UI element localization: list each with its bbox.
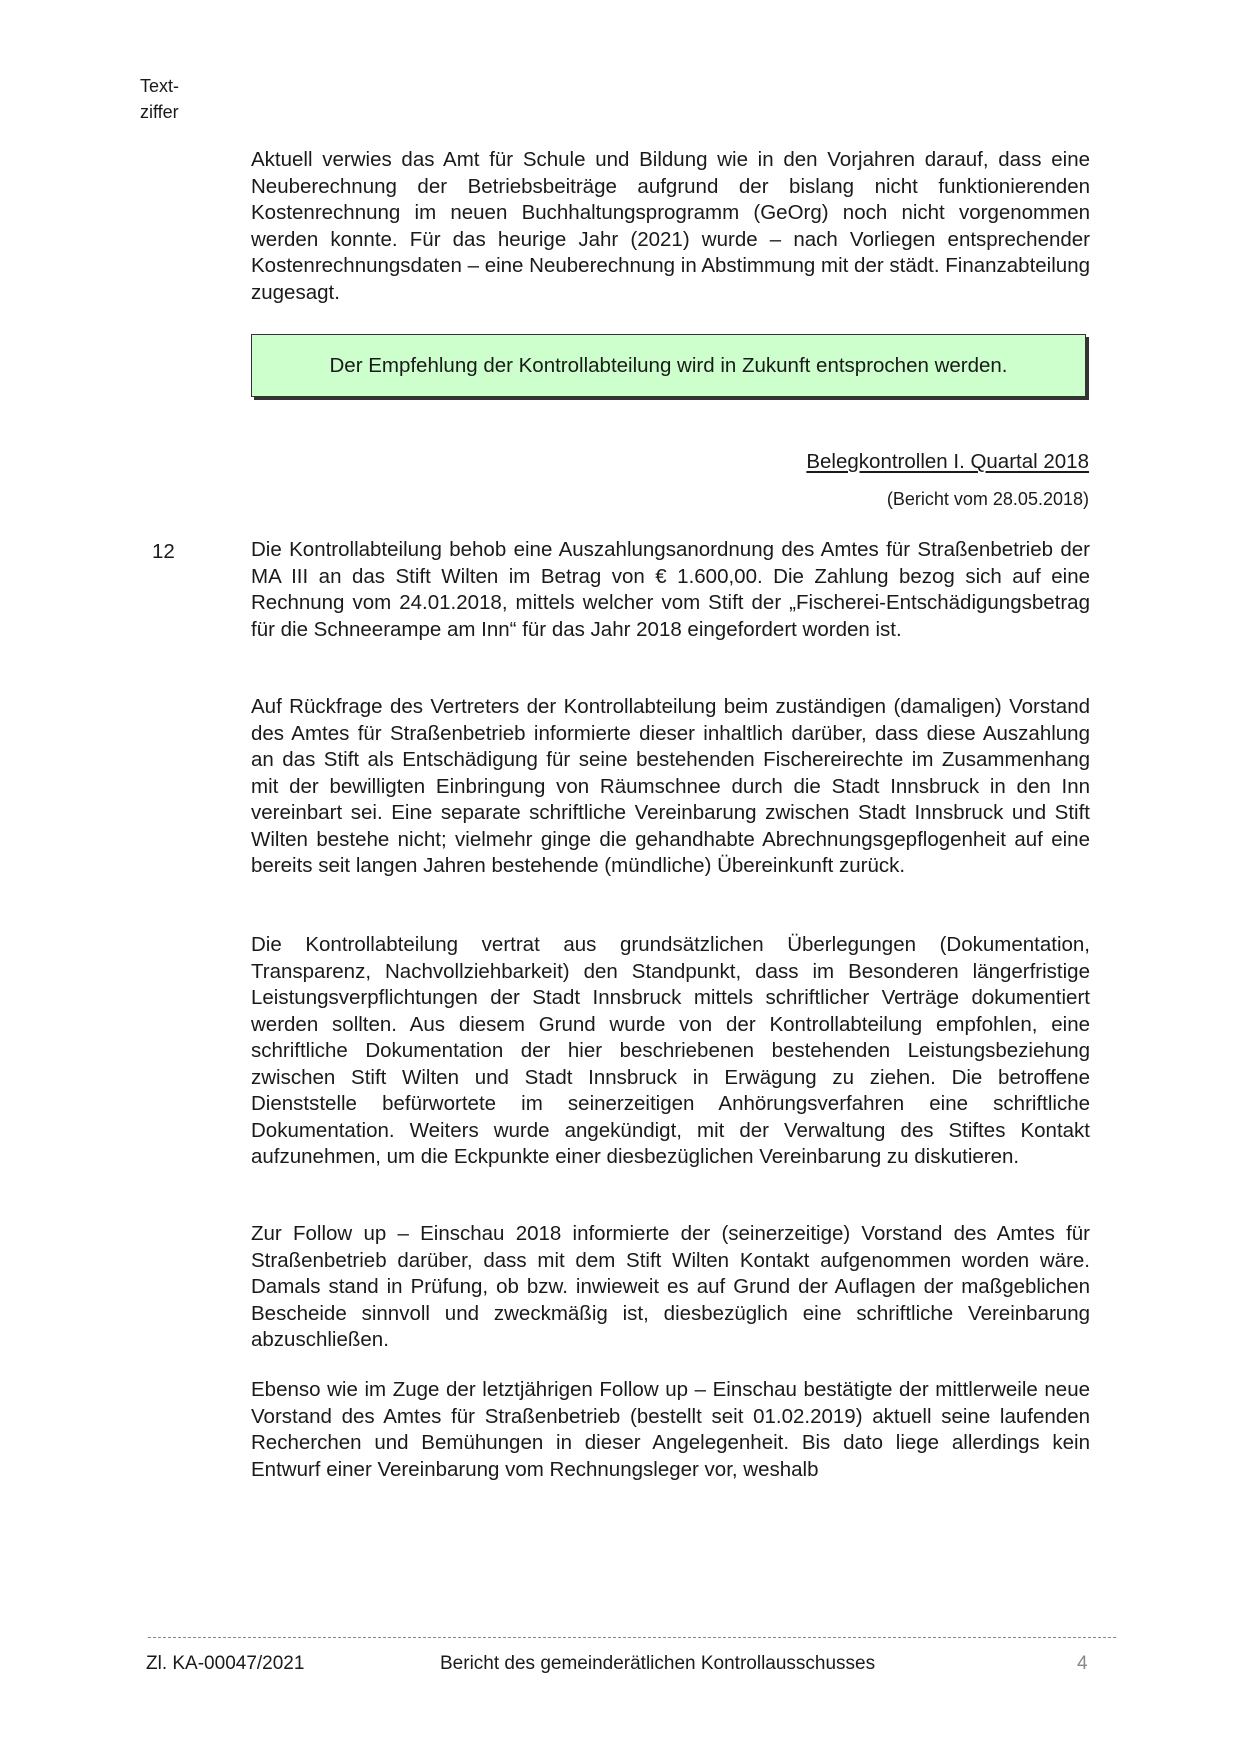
body-paragraph-5: Ebenso wie im Zuge der letztjährigen Follow up – Einschau bestätigte der mittlerweile neue Vorstand des Amtes für Straßenbetrieb (bestellt seit 01.02.2019) aktuell seine laufenden Recherchen und Bemühungen in dieser Angelegenheit. Bis dato liege allerdings kein Entwurf einer Vereinbarung vom Rechnungsleger vor, weshalb	[251, 1378, 1090, 1481]
section-subheading: (Bericht vom 28.05.2018)	[886, 489, 1089, 509]
footer-divider	[148, 1637, 1116, 1638]
footer-reference: Zl. KA-00047/2021	[146, 1653, 305, 1674]
body-paragraph-2: Auf Rückfrage des Vertreters der Kontrollabteilung beim zuständigen (damaligen) Vorstand des Amtes für Straßenbetrieb informierte dieser inhaltlich darüber, dass diese Auszahlung an das Stift als Entschädigung für seine bestehenden Fischereirechte im Zusammenhang mit der bewilligten Einbringung von Räumschnee durch die Stadt Innsbruck in den Inn vereinbart sei. Eine separate schriftliche Vereinbarung zwischen Stadt Innsbruck und Stift Wilten bestehe nicht; vielmehr ginge die gehandhabte Abrechnungsgepflogenheit auf eine bereits seit langen Jahren bestehende (mündliche) Übereinkunft zurück.	[251, 695, 1090, 877]
section-heading: Belegkontrollen I. Quartal 2018	[806, 450, 1089, 473]
page-number: 4	[1077, 1653, 1088, 1674]
text-number: 12	[152, 540, 175, 563]
margin-label-line-2: ziffer	[140, 102, 179, 122]
recommendation-box	[251, 334, 1086, 397]
body-paragraph-4: Zur Follow up – Einschau 2018 informierte der (seinerzeitige) Vorstand des Amtes für Straßenbetrieb darüber, dass mit dem Stift Wilten Kontakt aufgenommen worden wäre. Damals stand in Prüfung, ob bzw. inwieweit es auf Grund der Auflagen der maßgeblichen Bescheide sinnvoll und zweckmäßig ist, diesbezüglich eine schriftliche Vereinbarung abzuschließen.	[251, 1222, 1090, 1351]
body-paragraph-3: Die Kontrollabteilung vertrat aus grundsätzlichen Überlegungen (Dokumentation, Transparenz, Nachvollziehbarkeit) den Standpunkt, dass im Besonderen längerfristige Leistungsverpflichtungen der Stadt Innsbruck mittels schriftlicher Verträge dokumentiert werden sollten. Aus diesem Grund wurde von der Kontrollabteilung empfohlen, eine schriftliche Dokumentation der hier beschriebenen bestehenden Leistungsbeziehung zwischen Stift Wilten und Stadt Innsbruck in Erwägung zu ziehen. Die betroffene Dienststelle befürwortete im seinerzeitigen Anhörungsverfahren eine schriftliche Dokumentation. Weiters wurde angekündigt, mit der Verwaltung des Stiftes Kontakt aufzunehmen, um die Eckpunkte einer diesbezüglichen Vereinbarung zu diskutieren.	[251, 933, 1090, 1168]
footer-title: Bericht des gemeinderätlichen Kontrollausschusses	[440, 1653, 876, 1674]
recommendation-text: Der Empfehlung der Kontrollabteilung wird in Zukunft entsprochen werden.	[329, 353, 1008, 377]
intro-paragraph: Aktuell verwies das Amt für Schule und Bildung wie in den Vorjahren darauf, dass eine Neuberechnung der Betriebsbeiträge aufgrund der bislang nicht funktionierenden Kostenrechnung im neuen Buchhaltungsprogramm (GeOrg) noch nicht vorgenommen werden konnte. Für das heurige Jahr (2021) wurde – nach Vorliegen entsprechender Kostenrechnungsdaten – eine Neuberechnung in Abstimmung mit der städt. Finanzabteilung zugesagt.	[251, 148, 1090, 304]
margin-column-label	[140, 73, 179, 125]
body-paragraph-1: Die Kontrollabteilung behob eine Auszahlungsanordnung des Amtes für Straßenbetrieb der MA III an das Stift Wilten im Betrag von € 1.600,00. Die Zahlung bezog sich auf eine Rechnung vom 24.01.2018, mittels welcher vom Stift der „Fischerei-Entschädigungsbetrag für die Schneerampe am Inn“ für das Jahr 2018 eingefordert worden ist.	[251, 538, 1090, 641]
margin-label-line-1: Text-	[140, 76, 180, 96]
